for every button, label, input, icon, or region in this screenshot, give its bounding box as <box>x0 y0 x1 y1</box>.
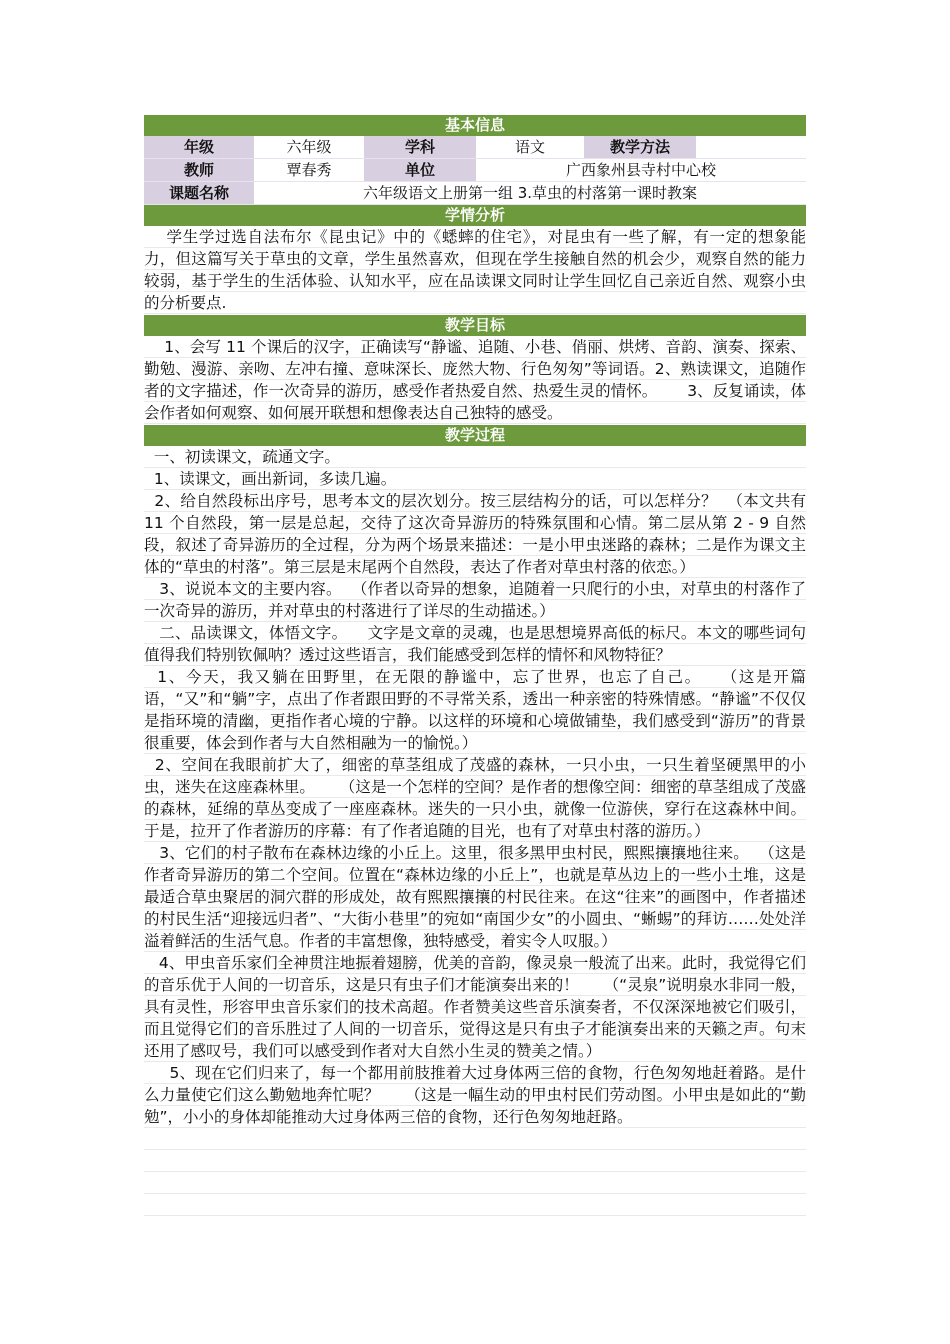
process-text: 一、初读课文，疏通文字。 1、读课文，画出新词，多读几遍。 2、给自然段标出序号，思考本文的层次划分。按三层结构分的话，可以怎样分？ （本文共有 11 个自然段，第一层是总起，交待了这次奇异游历的特殊氛围和心情。第二层从第 2 - 9 自然段，叙述了奇异游历的全过程，分为两个场景来描述：一是小甲虫迷路的森林；二是作为课文主体的“草虫的村落”。第三层是末尾两个自然段，表达了作者对草虫村落的依恋。） 3、说说本文的主要内容。 （作者以奇异的想象，追随着一只爬行的小虫，对草虫的村落作了一次奇异的游历，并对草虫的村落进行了详尽的生动描述。） 二、品读课文，体悟文字。 文字是文章的灵魂，也是思想境界高低的标尺。本文的哪些词句值得我们特别钦佩呐？透过这些语言，我们能感受到怎样的情怀和风物特征？ 1、今天，我又躺在田野里，在无限的静谧中，忘了世界，也忘了自己。 （这是开篇语，“又”和“躺”字，点出了作者跟田野的不寻常关系，透出一种亲密的特殊情感。“静谧”不仅仅是指环境的清幽，更指作者心境的宁静。以这样的环境和心境做铺垫，我们感受到“游历”的背景很重要，体会到作者与大自然相融为一的愉悦。） 2、空间在我眼前扩大了，细密的草茎组成了茂盛的森林，一只小虫，一只生着坚硬黑甲的小虫，迷失在这座森林里。 （这是一个怎样的空间？是作者的想像空间：细密的草茎组成了茂盛的森林，延绵的草丛变成了一座座森林。迷失的一只小虫，就像一位游侠，穿行在这森林中间。于是，拉开了作者游历的序幕：有了作者追随的目光，也有了对草虫村落的游历。） 3、它们的村子散布在森林边缘的小丘上。这里，很多黑甲虫村民，熙熙攘攘地往来。 （这是作者奇异游历的第二个空间。位置在“森林边缘的小丘上”，也就是草丛边上的一些小土堆，这是最适合草虫聚居的洞穴群的形成处，故有熙熙攘攘的村民往来。在这“往来”的画图中，作者描述的村民生活“迎接远归者”、“大街小巷里”的宛如“南国少女”的小圆虫、“蜥蜴”的拜访……处处洋溢着鲜活的生活气息。作者的丰富想像，独特感受，着实令人叹服。） 4、甲虫音乐家们全神贯注地振着翅膀，优美的音韵，像灵泉一般流了出来。此时，我觉得它们的音乐优于人间的一切音乐，这是只有虫子们才能演奏出来的！ （“灵泉”说明泉水非同一般，具有灵性，形容甲虫音乐家们的技术高超。作者赞美这些音乐演奏者，不仅深深地被它们吸引，而且觉得它们的音乐胜过了人间的一切音乐，觉得这是只有虫子才能演奏出来的天籁之声。句末还用了感叹号，我们可以感受到作者对大自然小生灵的赞美之情。） 5、现在它们归来了，每一个都用前肢推着大过身体两三倍的食物，行色匆匆地赶着路。是什么力量使它们这么勤勉地奔忙呢？ （这是一幅生动的甲虫村民们劳动图。小甲虫是如此的“勤勉”，小小的身体却能推动大过身体两三倍的食物，还行色匆匆地赶路。 <box>144 448 807 1126</box>
teacher-label: 教师 <box>144 159 254 181</box>
teacher-value: 覃春秀 <box>254 159 364 181</box>
method-label: 教学方法 <box>584 136 696 158</box>
method-value <box>696 136 806 158</box>
grade-label: 年级 <box>144 136 254 158</box>
lesson-label: 课题名称 <box>144 182 254 204</box>
goals-header: 教学目标 <box>144 315 806 336</box>
process-header: 教学过程 <box>144 425 806 446</box>
subject-value: 语文 <box>476 136 584 158</box>
info-row-3 <box>144 182 806 205</box>
info-row-2 <box>144 159 806 182</box>
analysis-section <box>144 226 806 315</box>
process-section <box>144 446 806 1224</box>
grade-value: 六年级 <box>254 136 364 158</box>
analysis-header: 学情分析 <box>144 205 806 226</box>
unit-label: 单位 <box>364 159 476 181</box>
goals-section <box>144 336 806 425</box>
lesson-plan-table <box>144 115 806 1224</box>
goals-text: 1、会写 11 个课后的汉字，正确读写“静谧、追随、小巷、俏丽、烘烤、音韵、演奏、探索、勤勉、漫游、亲吻、左冲右撞、意味深长、庞然大物、行色匆匆”等词语。2、熟读课文，追随作者的文字描述，作一次奇异的游历，感受作者热爱自然、热爱生灵的情怀。 3、反复诵读，体会作者如何观察、如何展开联想和想像表达自己独特的感受。 <box>144 338 806 422</box>
info-row-1 <box>144 136 806 159</box>
unit-value: 广西象州县寺村中心校 <box>476 159 806 181</box>
basic-info-header: 基本信息 <box>144 115 806 136</box>
analysis-text: 学生学过选自法布尔《昆虫记》中的《蟋蟀的住宅》，对昆虫有一些了解，有一定的想象能力，但这篇写关于草虫的文章，学生虽然喜欢，但现在学生接触自然的机会少，观察自然的能力较弱，基于学生的生活体验、认知水平，应在品读课文同时让学生回忆自己亲近自然、观察小虫的分析要点. <box>144 228 806 312</box>
lesson-value: 六年级语文上册第一组 3.草虫的村落第一课时教案 <box>254 182 806 204</box>
subject-label: 学科 <box>364 136 476 158</box>
